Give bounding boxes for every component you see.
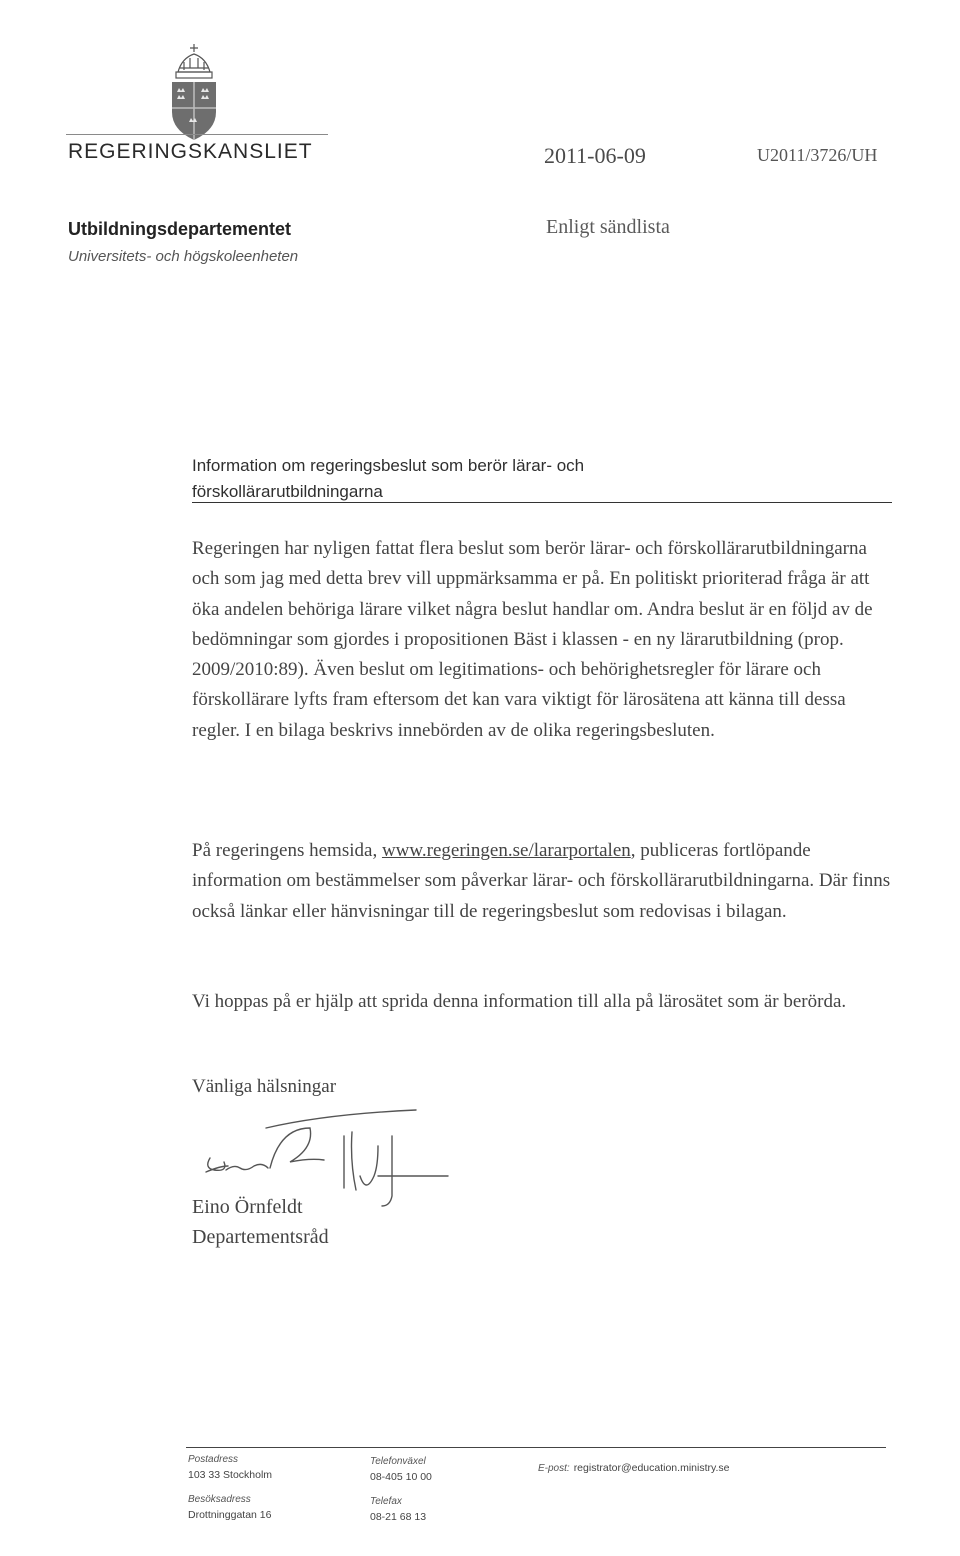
department-name: Utbildningsdepartementet [68,219,292,239]
phone-value: 08-405 10 00 [370,1471,432,1483]
subject-line-2: förskollärarutbildningarna [192,482,383,501]
signer-name: Eino Örnfeldt [192,1196,303,1218]
footer-rule [186,1447,886,1448]
lararportalen-link[interactable]: www.regeringen.se/lararportalen [381,840,631,861]
phone-label: Telefonväxel [370,1456,426,1467]
email-label: E-post: [538,1463,570,1474]
paragraph-2-start: På regeringens hemsida, [192,840,382,861]
email-value[interactable]: registrator@education.ministry.se [573,1462,730,1474]
signer-title: Departementsråd [192,1226,329,1248]
visit-address-label: Besöksadress [188,1494,251,1505]
visit-address-value: Drottninggatan 16 [188,1509,272,1521]
paragraph-1: Regeringen har nyligen fattat flera beslut som berör lärar- och förskollärarutbildningarna och som jag med detta brev vill uppmärksamma er på. En politiskt prioriterad fråga är att öka andelen behöriga lärare vilket några beslut handlar om. Andra beslut är en följd av de bedömningar som gjordes i propositionen Bäst i klassen - en ny lärarutbildning (prop. 2009/2010:89). Även beslut om legitimations- och behörighetsregler för lärare och förskollärare lyfts fram eftersom det kan vara viktigt för lärosätena att känna till dessa regler. I en bilaga beskrivs innebörden av de olika regeringsbesluten. [192,538,873,741]
paragraph-3: Vi hoppas på er hjälp att sprida denna information till alla på lärosätet som är berörda. [192,991,847,1012]
fax-value: 08-21 68 13 [370,1511,427,1523]
paragraph-2-end: , publiceras fortlöpande information om bestämmelser som påverkar lärar- och förskollärarutbildningarna. Där finns också länkar eller hänvisningar till de regeringsbeslut som redovisas i bilagan. [192,840,891,922]
swedish-coat-of-arms-icon [166,42,222,142]
email-block [538,1458,729,1476]
subject-line-1: Information om regeringsbeslut som berör lärar- och [192,456,585,475]
greeting: Vänliga hälsningar [192,1076,337,1097]
agency-rule [66,134,328,135]
agency-name: REGERINGSKANSLIET [68,140,313,163]
unit-name: Universitets- och högskoleenheten [68,248,299,265]
diarie-number: U2011/3726/UH [757,145,878,165]
paragraph-2 [192,836,892,927]
subject-heading [192,453,892,505]
letter-date: 2011-06-09 [544,143,646,168]
postal-address-label: Postadress [188,1454,239,1465]
fax-label: Telefax [370,1496,402,1507]
recipient-line: Enligt sändlista [546,216,670,238]
postal-address-value: 103 33 Stockholm [188,1469,273,1481]
subject-rule [192,502,892,503]
